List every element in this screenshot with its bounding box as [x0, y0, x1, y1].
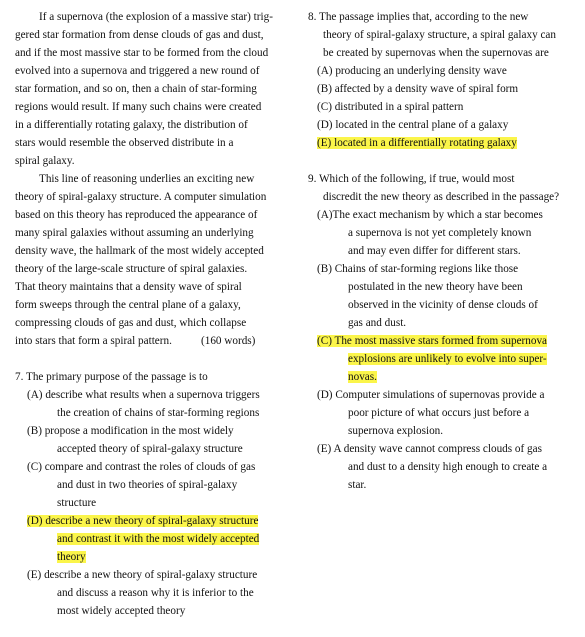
highlighted-answer: and contrast it with the most widely accepted	[57, 533, 260, 545]
highlighted-answer: (C) The most massive stars formed from supernova	[317, 335, 548, 347]
passage-line: theory of the large-scale structure of spiral galaxies.	[15, 263, 248, 275]
option-line: supernova explosion.	[348, 425, 444, 437]
option-line: a supernova is not yet completely known	[348, 227, 532, 239]
option-line: (A)The exact mechanism by which a star becomes	[317, 209, 543, 221]
option-line: (C) compare and contrast the roles of clouds of gas	[27, 461, 256, 473]
question-stem: 8. The passage implies that, according to the new	[308, 11, 529, 23]
option-line: and may even differ for different stars.	[348, 245, 521, 257]
passage-line: evolved into a supernova and triggered a new round of	[15, 65, 260, 77]
passage-line: gered star formation from dense clouds of gas and dust,	[15, 29, 264, 41]
passage-line: density wave, the hallmark of the most widely accepted	[15, 245, 264, 257]
question-stem: theory of spiral-galaxy structure, a spiral galaxy can	[323, 29, 556, 41]
option-line: postulated in the new theory have been	[348, 281, 523, 293]
option-8c[interactable]: (C) distributed in a spiral pattern	[317, 101, 464, 113]
passage-line: regions would result. If many such chains were created	[15, 101, 262, 113]
option-line: and discuss a reason why it is inferior to the	[57, 587, 254, 599]
option-8b[interactable]: (B) affected by a density wave of spiral form	[317, 83, 519, 95]
passage-line: This line of reasoning underlies an exciting new	[39, 173, 255, 185]
option-line: (A) describe what results when a supernova triggers	[27, 389, 260, 401]
passage-line: form sweeps through the central plane of a galaxy,	[15, 299, 241, 311]
passage-line: star formation, and so on, then a chain of star-forming	[15, 83, 257, 95]
option-line: gas and dust.	[348, 317, 407, 329]
passage-line: compressing clouds of gas and dust, which collapse	[15, 317, 247, 329]
highlighted-answer: explosions are unlikely to evolve into super-	[348, 353, 547, 365]
word-count: (160 words)	[201, 335, 256, 347]
option-line: the creation of chains of star-forming regions	[57, 407, 260, 419]
question-stem: 9. Which of the following, if true, would most	[308, 173, 515, 185]
passage-line: many spiral galaxies without assuming an underlying	[15, 227, 254, 239]
highlighted-answer: (E) located in a differentially rotating galaxy	[317, 137, 517, 149]
option-line: star.	[348, 479, 367, 491]
option-line: structure	[57, 497, 97, 509]
option-8a[interactable]: (A) producing an underlying density wave	[317, 65, 507, 77]
option-line: (B) propose a modification in the most widely	[27, 425, 234, 437]
option-line: (B) Chains of star-forming regions like those	[317, 263, 519, 275]
question-stem: be created by supernovas when the supernovas are	[323, 47, 549, 59]
option-line: (E) describe a new theory of spiral-galaxy structure	[27, 569, 258, 581]
option-line: accepted theory of spiral-galaxy structure	[57, 443, 243, 455]
option-8d[interactable]: (D) located in the central plane of a galaxy	[317, 119, 509, 131]
highlighted-answer: theory	[57, 551, 86, 563]
option-8e[interactable]	[317, 135, 517, 151]
passage-line: into stars that form a spiral pattern.	[15, 335, 172, 347]
option-line: most widely accepted theory	[57, 605, 186, 617]
passage-line: theory of spiral-galaxy structure. A computer simulation	[15, 191, 267, 203]
passage-line: and if the most massive star to be formed from the cloud	[15, 47, 269, 59]
passage-line: in a differentially rotating galaxy, the distribution of	[15, 119, 248, 131]
highlighted-answer: novas.	[348, 371, 377, 383]
passage-line: That theory maintains that a density wave of spiral	[15, 281, 242, 293]
option-line: (E) A density wave cannot compress clouds of gas	[317, 443, 542, 455]
passage-line: spiral galaxy.	[15, 155, 75, 167]
question-stem: discredit the new theory as described in the passage?	[323, 191, 560, 203]
option-line: and dust to a density high enough to create a	[348, 461, 548, 473]
highlighted-answer: (D) describe a new theory of spiral-galaxy structure	[27, 515, 259, 527]
passage-line: stars would resemble the observed distribute in a	[15, 137, 234, 149]
option-line: poor picture of what occurs just before a	[348, 407, 530, 419]
question-stem: 7. The primary purpose of the passage is to	[15, 371, 208, 383]
option-line: (D) Computer simulations of supernovas provide a	[317, 389, 545, 401]
option-line: and dust in two theories of spiral-galaxy	[57, 479, 238, 491]
passage-line: If a supernova (the explosion of a massive star) trig-	[39, 11, 273, 23]
option-line: observed in the vicinity of dense clouds of	[348, 299, 538, 311]
passage-line: based on this theory has reproduced the appearance of	[15, 209, 258, 221]
